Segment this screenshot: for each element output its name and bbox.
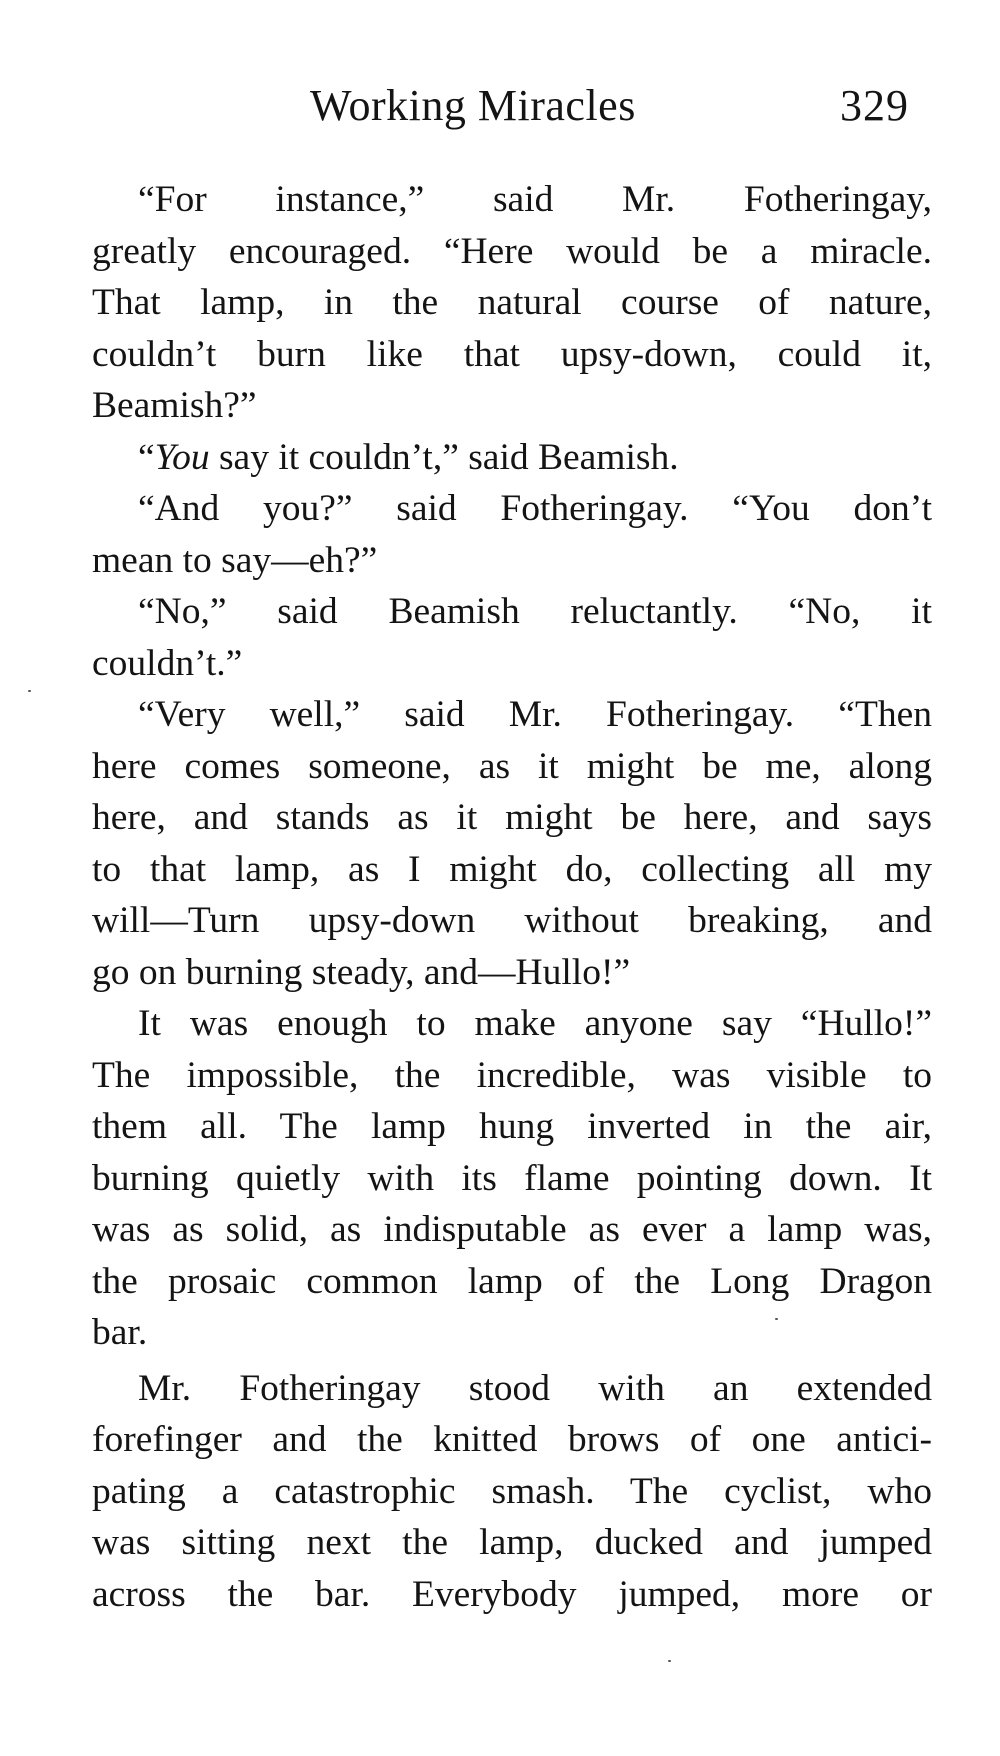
text-line: pating a catastrophic smash. The cyclist, who bbox=[92, 1470, 932, 1512]
paragraph bbox=[92, 1363, 932, 1621]
text-line: “Very well,” said Mr. Fotheringay. “Then bbox=[138, 694, 932, 735]
line-rest: say it couldn’t,” said Beamish. bbox=[209, 436, 679, 478]
text-line: The impossible, the incredible, was visible to bbox=[92, 1054, 932, 1096]
page-number: 329 bbox=[840, 81, 909, 130]
text-line: the prosaic common lamp of the Long Dragon bbox=[92, 1260, 932, 1302]
text-line: “For instance,” said Mr. Fotheringay, bbox=[138, 179, 932, 220]
text-line: couldn’t.” bbox=[92, 642, 243, 684]
paragraph bbox=[92, 432, 932, 484]
emphasis-you: You bbox=[154, 436, 210, 478]
text-line: was as solid, as indisputable as ever a lamp was, bbox=[92, 1209, 932, 1250]
paragraph bbox=[92, 483, 932, 586]
text-line: “No,” said Beamish reluctantly. “No, it bbox=[138, 591, 932, 632]
text-line: greatly encouraged. “Here would be a miracle. bbox=[92, 230, 932, 272]
text-line: go on burning steady, and—Hullo!” bbox=[92, 951, 631, 993]
text-line: bar. bbox=[92, 1312, 148, 1353]
text-line: here, and stands as it might be here, and says bbox=[92, 797, 932, 838]
paper-speck bbox=[668, 1660, 671, 1662]
text-line: across the bar. Everybody jumped, more or bbox=[92, 1573, 932, 1615]
paragraph bbox=[92, 586, 932, 689]
text-line: will—Turn upsy-down without breaking, and bbox=[92, 900, 932, 941]
text-line: That lamp, in the natural course of nature, bbox=[92, 282, 932, 323]
text-line: them all. The lamp hung inverted in the air, bbox=[92, 1106, 932, 1147]
paragraph bbox=[92, 689, 932, 998]
running-title: Working Miracles bbox=[310, 81, 636, 130]
text-line: to that lamp, as I might do, collecting all my bbox=[92, 848, 932, 890]
text-line: was sitting next the lamp, ducked and jumped bbox=[92, 1522, 932, 1563]
paragraph bbox=[92, 998, 932, 1359]
paper-speck bbox=[28, 690, 31, 692]
paper-speck bbox=[775, 1318, 778, 1320]
text-line bbox=[92, 432, 932, 484]
open-quote: “ bbox=[138, 436, 155, 478]
text-line: Mr. Fotheringay stood with an extended bbox=[138, 1367, 932, 1409]
text-line: Beamish?” bbox=[92, 385, 257, 426]
text-line: here comes someone, as it might be me, along bbox=[92, 745, 932, 787]
text-line: mean to say—eh?” bbox=[92, 539, 378, 581]
body-text bbox=[92, 174, 932, 1620]
text-line: couldn’t burn like that upsy-down, could it, bbox=[92, 333, 932, 375]
text-line: burning quietly with its flame pointing down. It bbox=[92, 1157, 932, 1199]
text-line: It was enough to make anyone say “Hullo!” bbox=[138, 1003, 932, 1044]
text-line: forefinger and the knitted brows of one antici- bbox=[92, 1419, 932, 1460]
paragraph bbox=[92, 174, 932, 432]
running-head bbox=[0, 76, 1000, 136]
text-line: “And you?” said Fotheringay. “You don’t bbox=[138, 488, 932, 529]
